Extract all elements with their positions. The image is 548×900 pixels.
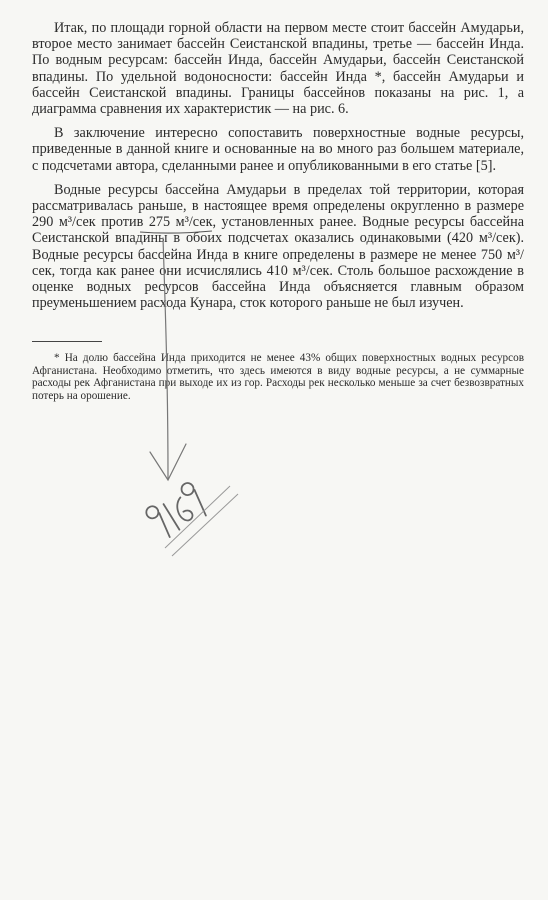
paragraph-2: В заключение интересно сопоставить поверхностные водные ресурсы, приведенные в данной книге и основанные на во много раз большем материале, с подсчетами автора, сделанными ранее и опубликованными в его статье [5].	[32, 125, 524, 174]
footnote-separator	[32, 341, 102, 342]
main-text	[32, 20, 524, 311]
paragraph-3: Водные ресурсы бассейна Амударьи в пределах той территории, которая рассматривалась раньше, в настоящее время определены округленно в размере 290 м³/сек против 275 м³/сек, установленных ранее. Водные ресурсы бассейна Сеистанской впадины в обоих подсчетах оказались одинаковыми (420 м³/сек). Водные ресурсы бассейна Инда в книге определены в размере не менее 750 м³/сек, тогда как ранее они исчислялись 410 м³/сек. Столь большое расхождение в оценке водных ресурсов бассейна Инда объясняется главным образом преуменьшением расхода Кунара, сток которого раньше не был изучен.	[32, 181, 524, 312]
footnote: * На долю бассейна Инда приходится не менее 43% общих поверхностных водных ресурсов Афганистана. Необходимо отметить, что здесь имеются в виду водные ресурсы, а не суммарные расходы рек Афганистана при выходе их из гор. Расходы рек несколько меньше за счет безвозвратных потерь на орошение.	[32, 352, 524, 402]
pencil-strokes	[165, 486, 238, 556]
handwritten-note-mark	[142, 481, 208, 542]
paragraph-1: Итак, по площади горной области на первом месте стоит бассейн Амударьи, второе место занимает бассейн Сеистанской впадины, третье — бассейн Инда. По водным ресурсам: бассейн Инда, бассейн Амударьи, бассейн Сеистанской впадины. По удельной водоносности: бассейн Инда *, бассейн Амударьи и бассейн Сеистанской впадины. Границы бассейнов показаны на рис. 1, а диаграмма сравнения их характеристик — на рис. 6.	[32, 20, 524, 118]
